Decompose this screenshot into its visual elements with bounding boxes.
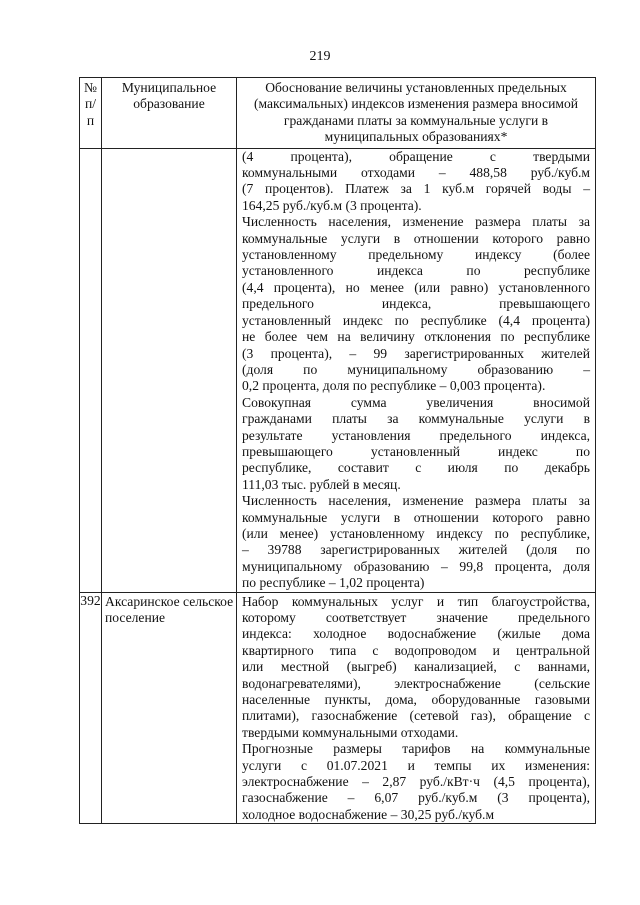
continuation-paragraph-3: [239, 395, 593, 493]
text-line: (или менее) установленному индексу по республике,: [242, 525, 590, 541]
text-line: не более чем на величину отклонения по республике: [242, 329, 590, 345]
text-line: коммунальные услуги в отношении которого равно: [242, 230, 590, 246]
table-header-row: [80, 78, 596, 149]
text-line: (3 процента), – 99 зарегистрированных жителей: [242, 345, 590, 361]
row-392-num: 392: [80, 592, 102, 824]
table-row-continuation: [80, 148, 596, 592]
row-392-municipality: Аксаринское сельское поселение: [102, 592, 237, 824]
header-municipality: Муниципальное образование: [102, 78, 237, 149]
text-line: холодное водоснабжение – 30,25 руб./куб.м: [242, 806, 495, 822]
row-392-justification-cell: [237, 592, 596, 824]
text-line: гражданами платы за коммунальные услуги в: [242, 411, 590, 427]
page-number: 219: [309, 49, 331, 64]
text-line: по республике – 1,02 процента): [242, 575, 425, 591]
text-line: или местной (выгреб) канализацией, с ваннами,: [242, 659, 590, 675]
text-line: электроснабжение – 2,87 руб./кВт·ч (4,5 процента),: [242, 774, 590, 790]
text-line: коммунальные услуги в отношении которого равно: [242, 509, 590, 525]
text-line: Совокупная сумма увеличения вносимой: [242, 394, 590, 410]
text-line: твердыми коммунальными отходами.: [242, 724, 459, 740]
justification-table: [79, 77, 596, 824]
text-line: – 39788 зарегистрированных жителей (доля по: [242, 542, 590, 558]
text-line: населенные пункты, дома, оборудованные газовыми: [242, 692, 590, 708]
continuation-paragraph-4: [239, 493, 593, 591]
text-line: квартирного типа с водопроводом и центральной: [242, 642, 590, 658]
header-justification: Обоснование величины установленных предельных (максимальных) индексов изменения размера вносимой гражданами платы за коммунальные услуги в муниципальных образованиях*: [237, 78, 596, 149]
text-line: (7 процентов). Платеж за 1 куб.м горячей воды –: [242, 181, 590, 197]
text-line: коммунальными отходами – 488,58 руб./куб.м: [242, 165, 590, 181]
text-line: установленному предельному индексу (более: [242, 247, 590, 263]
continuation-paragraph-1: [239, 149, 593, 215]
continuation-justification-cell: [237, 148, 596, 592]
text-line: 164,25 руб./куб.м (3 процента).: [242, 197, 422, 213]
text-line: 0,2 процента, доля по республике – 0,003 процента).: [242, 378, 546, 394]
text-line: результате установления предельного индекса,: [242, 427, 590, 443]
continuation-paragraph-2: [239, 214, 593, 394]
text-line: (4,4 процента), но менее (или равно) установленного: [242, 279, 590, 295]
text-line: (4 процента), обращение с твердыми: [242, 148, 590, 164]
text-line: установленного индекса по республике: [242, 263, 590, 279]
continuation-municipality-cell: [102, 148, 237, 592]
text-line: установленный индекс по республике (4,4 процента): [242, 312, 590, 328]
text-line: Численность населения, изменение размера платы за: [242, 214, 590, 230]
text-line: предельного индекса, превышающего: [242, 296, 590, 312]
text-line: услуги с 01.07.2021 и темпы их изменения:: [242, 757, 590, 773]
row-392-paragraph-2: [239, 741, 593, 823]
text-line: 111,03 тыс. рублей в месяц.: [242, 476, 401, 492]
header-num: № п/п: [80, 78, 102, 149]
text-line: Прогнозные размеры тарифов на коммунальные: [242, 741, 590, 757]
text-line: плитами), газоснабжение (сетевой газ), обращение с: [242, 708, 590, 724]
text-line: Набор коммунальных услуг и тип благоустройства,: [242, 593, 590, 609]
text-line: водонагревателями), электроснабжение (сельские: [242, 675, 590, 691]
text-line: республике, составит с июля по декабрь: [242, 460, 590, 476]
text-line: превышающего установленный индекс по: [242, 443, 590, 459]
text-line: (доля по муниципальному образованию –: [242, 361, 590, 377]
text-line: Численность населения, изменение размера платы за: [242, 493, 590, 509]
continuation-num-cell: [80, 148, 102, 592]
table-row-392: [80, 592, 596, 824]
text-line: газоснабжение – 6,07 руб./куб.м (3 процента),: [242, 790, 590, 806]
text-line: которому соответствует значение предельного: [242, 610, 590, 625]
text-line: муниципальному образованию – 99,8 процента, доля: [242, 558, 590, 574]
text-line: индекса: холодное водоснабжение (жилые дома: [242, 626, 590, 642]
row-392-paragraph-1: [239, 594, 593, 742]
